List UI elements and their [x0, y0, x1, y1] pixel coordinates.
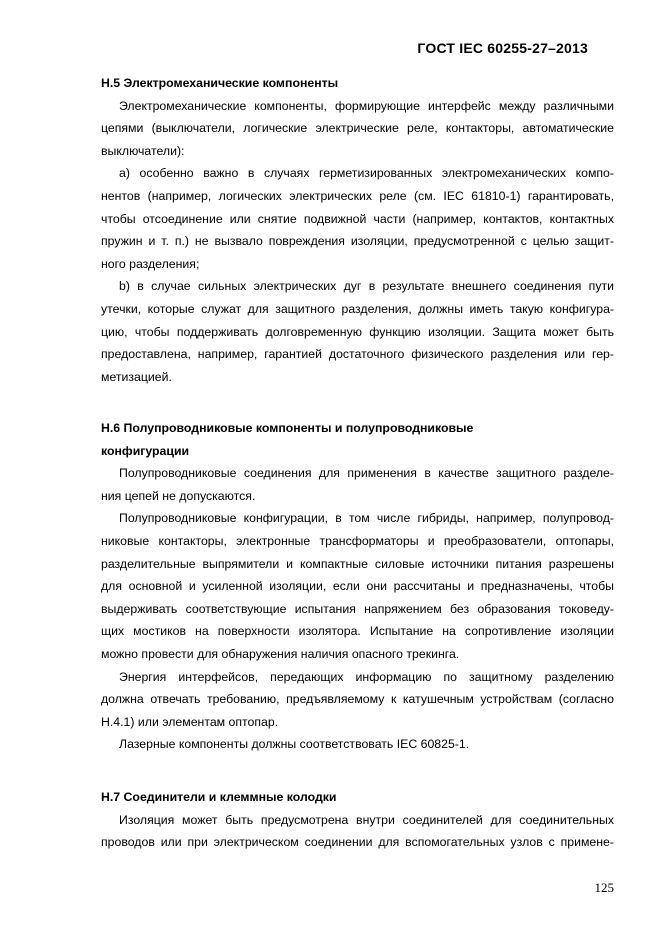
text-line: нентов (например, логических электрических реле (см. IEC 61810-1) гарантировать, — [101, 188, 614, 203]
text-line: Полупроводниковые конфигурации, в том числе гибриды, например, полупровод- — [119, 511, 614, 526]
page-number: 125 — [594, 880, 614, 895]
text-line: никовые контакторы, электронные трансформаторы и преобразователи, оптопары, — [101, 533, 614, 548]
text-line: ного разделения; — [101, 256, 200, 271]
section-heading-continuation: конфигурации — [101, 443, 190, 458]
section-heading: Н.5 Электромеханические компоненты — [101, 76, 339, 90]
text-line: ния цепей не допускаются. — [101, 488, 256, 503]
text-line: b) в случае сильных электрических дуг в результате внешнего соединения пути — [119, 279, 614, 294]
text-line: Н.4.1) или элементам оптопар. — [101, 714, 279, 729]
section-h5 — [101, 72, 614, 388]
text-line: утечки, которые служат для защитного разделения, должны иметь такую конфигура- — [101, 301, 614, 316]
text-line: Полупроводниковые соединения для применения в качестве защитного разделе- — [119, 466, 614, 481]
section-h7 — [101, 786, 614, 854]
document-header: ГОСТ IEC 60255-27–2013 — [417, 40, 588, 56]
section-heading: Н.6 Полупроводниковые компоненты и полупроводниковые — [101, 421, 474, 435]
text-line: проводов или при электрическом соединении для вспомогательных узлов с примене- — [101, 835, 614, 850]
text-line: щих мостиков на поверхности изолятора. Испытание на сопротивление изоляции — [101, 624, 614, 639]
text-line: можно провести для обнаружения наличия опасного трекинга. — [101, 646, 460, 661]
text-line: разделительные выпрямители и компактные силовые источники питания разрешены — [101, 556, 614, 571]
text-line: предоставлена, например, гарантией достаточного физического разделения или гер- — [101, 347, 614, 362]
text-line: пружин и т. п.) не вызвало повреждения изоляции, предусмотренной с целью защит- — [101, 234, 614, 249]
text-line: Лазерные компоненты должны соответствовать IEC 60825-1. — [119, 737, 470, 752]
text-line: цию, чтобы поддерживать долговременную функцию изоляции. Защита может быть — [101, 324, 614, 339]
text-line: выдерживать соответствующие испытания напряжением без образования токоведу- — [101, 601, 614, 616]
text-line: должна отвечать требованию, предъявляемому к катушечным устройствам (согласно — [101, 692, 614, 707]
section-h6 — [101, 417, 614, 756]
text-line: цепями (выключатели, логические электрические реле, контакторы, автоматические — [101, 121, 614, 136]
text-line: чтобы отсоединение или снятие подвижной части (например, контактов, контактных — [101, 211, 614, 226]
text-line: метизацией. — [101, 369, 172, 384]
section-heading: Н.7 Соединители и клеммные колодки — [101, 790, 337, 804]
text-line: Изоляция может быть предусмотрена внутри соединителей для соединительных — [119, 812, 614, 827]
text-line: Электромеханические компоненты, формирующие интерфейс между различными — [119, 98, 614, 113]
text-line: Энергия интерфейсов, передающих информацию по защитному разделению — [119, 669, 614, 684]
text-line: выключатели): — [101, 143, 185, 158]
text-line: для основной и усиленной изоляции, если они рассчитаны и предназначены, чтобы — [101, 579, 614, 594]
text-line: а) особенно важно в случаях герметизированных электромеханических компо- — [119, 166, 614, 181]
